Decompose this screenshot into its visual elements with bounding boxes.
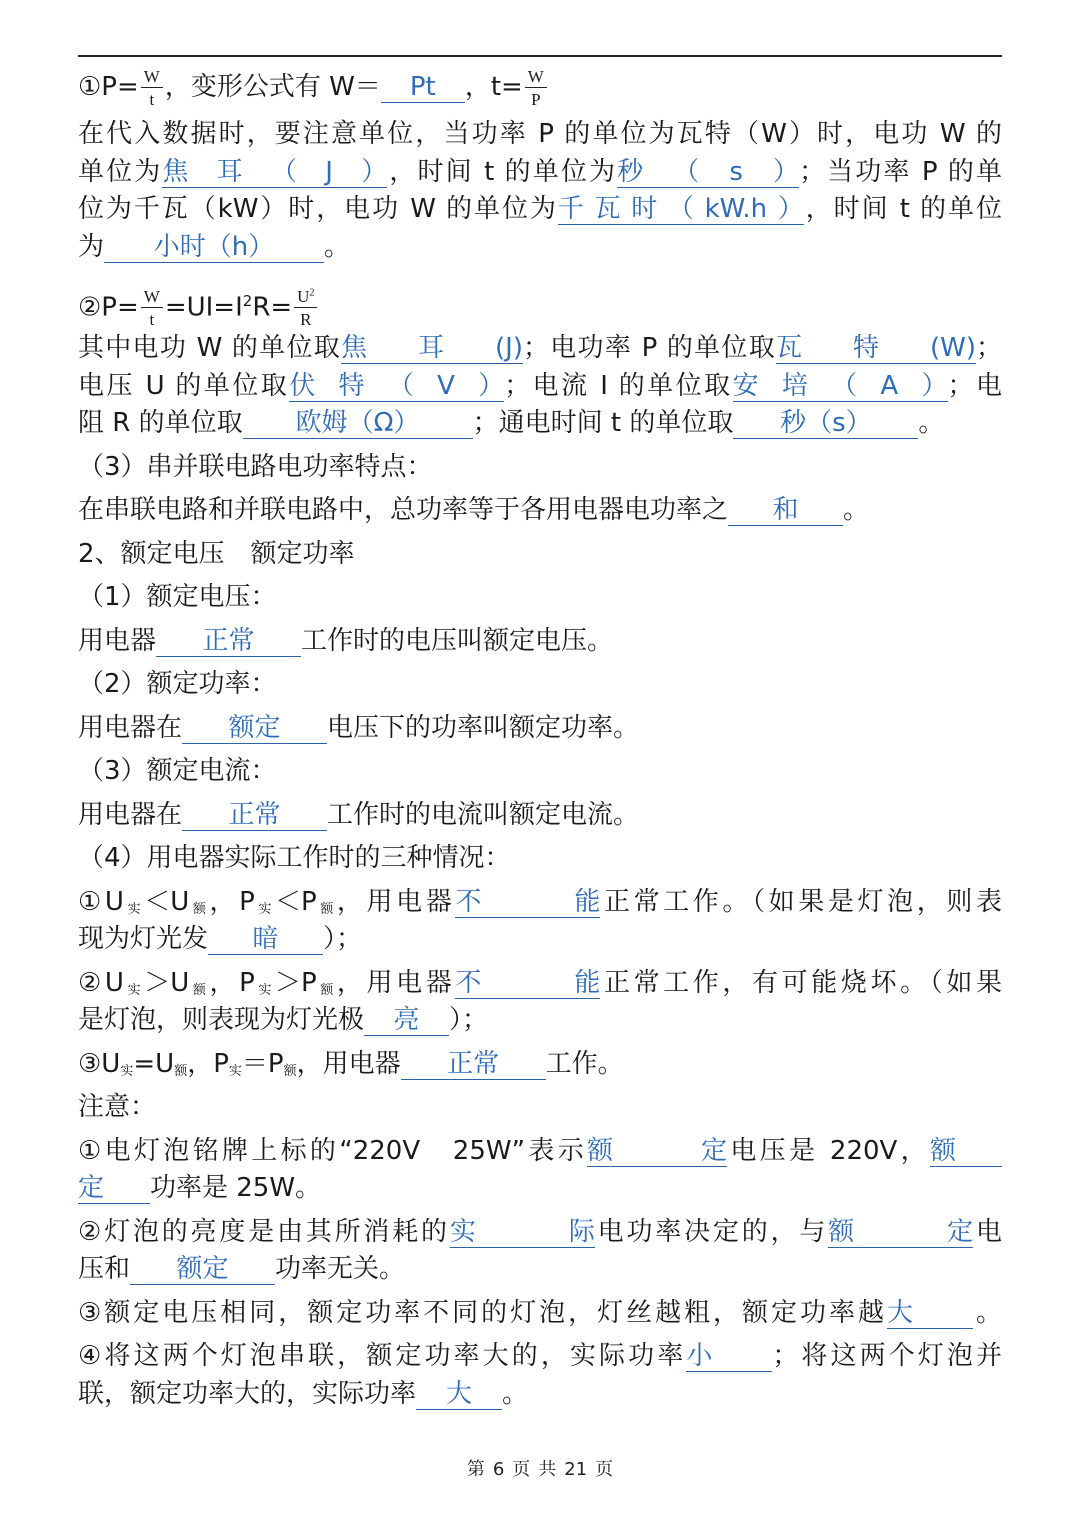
answer-blank: 秒（s） xyxy=(733,408,918,439)
text-line xyxy=(78,154,1002,192)
text-span: 电压是 220V， xyxy=(727,1135,930,1166)
answer-blank: 焦耳（J） xyxy=(162,156,388,187)
text-span: ，P xyxy=(209,886,255,917)
text-span: 电 xyxy=(973,1216,1002,1247)
answer-blank: 额定 xyxy=(587,1135,728,1166)
text-line xyxy=(78,1133,1002,1171)
answer-blank: 焦耳(J) xyxy=(341,333,523,363)
text-span: =U xyxy=(133,1048,175,1079)
text-line xyxy=(78,1214,1002,1252)
subscript: 额 xyxy=(189,982,210,998)
fraction-u: U xyxy=(297,287,310,307)
text-span: ）； xyxy=(449,1005,489,1035)
text-line xyxy=(78,1295,1002,1333)
text-span: ＝P xyxy=(241,1048,284,1079)
text-span: 为 xyxy=(78,231,105,262)
answer-blank: 额定 xyxy=(182,713,327,744)
subscript: 实 xyxy=(120,1063,134,1079)
footer-word: 页 xyxy=(595,1459,614,1480)
answer-blank: 大 xyxy=(887,1298,973,1329)
text-span: 。 xyxy=(324,231,351,262)
text-span: ，时间 t 的单位为 xyxy=(387,156,618,187)
text-span: 工作。 xyxy=(545,1048,624,1079)
section-heading xyxy=(78,449,1002,487)
text-span: 阻 R 的单位取 xyxy=(78,408,243,438)
formula-text: ，t= xyxy=(464,72,523,102)
answer-blank: 额定 xyxy=(828,1216,974,1247)
subscript: 额 xyxy=(283,1063,297,1079)
subsection-heading xyxy=(78,753,1002,791)
text-span: 工作时的电流叫额定电流。 xyxy=(327,799,640,830)
text-span: ）； xyxy=(323,924,363,954)
fraction-denominator: R xyxy=(300,310,312,330)
answer-blank: 千瓦时（kW.h） xyxy=(557,194,804,224)
text-span: 压和 xyxy=(78,1254,131,1284)
fraction-w-over-t xyxy=(141,288,163,328)
text-span: 正常工作，有可能烧坏。（如果 xyxy=(600,967,1002,998)
formula-power-definition xyxy=(78,58,1002,116)
formula-text: =UI=I xyxy=(164,292,243,323)
subscript: 实 xyxy=(254,901,275,917)
answer-blank: 不能 xyxy=(455,967,601,998)
subscript: 额 xyxy=(174,1063,188,1079)
text-span: ；当功率 P 的单 xyxy=(799,156,1002,187)
answer-blank: 安培（A） xyxy=(732,370,948,401)
text-span: ＜P xyxy=(274,886,317,917)
subsection-heading xyxy=(78,579,1002,617)
answer-blank: 正常 xyxy=(182,800,327,831)
notes-heading xyxy=(78,1089,1002,1127)
formula-text: ，变形公式有 W＝ xyxy=(164,72,381,102)
answer-blank: 秒（s） xyxy=(617,156,800,187)
text-line xyxy=(78,623,1002,661)
subscript: 额 xyxy=(189,901,210,917)
answer-blank: 不能 xyxy=(455,886,601,917)
text-span: 。 xyxy=(918,408,945,438)
text-span: ＞P xyxy=(274,967,317,998)
answer-blank: 和 xyxy=(728,495,843,526)
text-span: 位为千瓦（kW）时，电功 W 的单位为 xyxy=(78,194,558,224)
text-span: （4）用电器实际工作时的三种情况： xyxy=(78,843,511,873)
subscript: 实 xyxy=(228,1063,242,1079)
text-span: ＜U xyxy=(144,886,190,917)
answer-blank: 小 xyxy=(686,1341,772,1372)
text-span: ；电功率 P 的单位取 xyxy=(523,333,776,363)
page-footer xyxy=(0,1455,1080,1481)
text-line xyxy=(78,191,1002,229)
text-span: ②U xyxy=(78,967,124,998)
text-span: ，用电器 xyxy=(296,1048,401,1079)
answer-blank: 额 xyxy=(930,1136,1002,1167)
fraction-w-over-t xyxy=(141,68,163,108)
answer-blank: 正常 xyxy=(401,1049,546,1080)
answer-blank: 伏特（V） xyxy=(289,370,505,401)
text-span: （2）额定功率： xyxy=(78,669,277,699)
answer-blank: 小时（h） xyxy=(104,232,324,263)
text-span: 联，额定功率大的，实际功率 xyxy=(78,1378,417,1409)
footer-word: 第 xyxy=(466,1459,485,1480)
subscript: 额 xyxy=(316,982,337,998)
text-span: 电功率决定的，与 xyxy=(594,1216,829,1247)
answer-blank: 欧姆（Ω） xyxy=(243,408,473,439)
subscript: 实 xyxy=(123,982,145,998)
text-span: ，时间 t 的单位 xyxy=(803,194,1002,224)
fraction-numerator: W xyxy=(141,68,163,88)
text-span: ③额定电压相同，额定功率不同的灯泡，灯丝越粗，额定功率越 xyxy=(78,1297,887,1328)
formula-lead: ①P= xyxy=(78,72,139,102)
answer-blank: 瓦特(W) xyxy=(775,333,976,363)
fraction-numerator xyxy=(294,288,317,308)
text-line xyxy=(78,965,1002,1003)
answer-blank: 暗 xyxy=(208,924,323,955)
text-span: 用电器 xyxy=(78,625,157,656)
text-span: （1）额定电压： xyxy=(78,582,277,612)
text-span: 正常工作。（如果是灯泡，则表 xyxy=(600,886,1002,917)
text-span: 现为灯光发 xyxy=(78,924,209,954)
text-span: 功率无关。 xyxy=(275,1254,406,1284)
text-line xyxy=(78,1376,1002,1414)
text-line xyxy=(78,1251,1002,1289)
text-span: 工作时的电压叫额定电压。 xyxy=(301,625,614,656)
text-span: ②灯泡的亮度是由其所消耗的 xyxy=(78,1216,450,1247)
text-span: ；电 xyxy=(947,370,1002,401)
fraction-numerator: W xyxy=(141,288,163,308)
subscript: 实 xyxy=(123,901,145,917)
text-span: ④将这两个灯泡串联，额定功率大的，实际功率 xyxy=(78,1341,687,1371)
page-number: 6 xyxy=(492,1459,505,1480)
superscript: 2 xyxy=(242,292,253,310)
text-span: 注意： xyxy=(78,1092,157,1122)
text-span: 在串联电路和并联电路中，总功率等于各用电器电功率之 xyxy=(78,495,729,525)
answer-blank: 亮 xyxy=(364,1005,449,1036)
text-span: ①电灯泡铭牌上标的“220V 25W”表示 xyxy=(78,1135,588,1166)
text-span: ，P xyxy=(187,1048,229,1079)
fraction-numerator: W xyxy=(525,68,547,88)
text-line xyxy=(78,921,1002,959)
footer-word: 页 xyxy=(512,1459,531,1480)
answer-blank: 实际 xyxy=(449,1216,595,1247)
text-span: ；电流 I 的单位取 xyxy=(504,370,733,401)
text-span: 用电器在 xyxy=(78,712,183,743)
text-line xyxy=(78,797,1002,835)
formula-power-variants xyxy=(78,272,1002,330)
text-line xyxy=(78,884,1002,922)
text-span: 是灯泡，则表现为灯光极 xyxy=(78,1005,365,1035)
text-span: ，用电器 xyxy=(336,967,456,998)
text-span: 电压下的功率叫额定功率。 xyxy=(327,712,640,743)
text-span: 功率是 25W。 xyxy=(150,1173,322,1203)
text-span: ＞U xyxy=(144,967,190,998)
text-span: ；通电时间 t 的单位取 xyxy=(472,408,734,438)
fraction-w-over-p xyxy=(525,68,547,108)
text-line xyxy=(78,1170,1002,1208)
text-line xyxy=(78,710,1002,748)
subscript: 实 xyxy=(254,982,275,998)
text-span: 用电器在 xyxy=(78,799,183,830)
text-span: 在代入数据时，要注意单位，当功率 P 的单位为瓦特（W）时，电功 W 的 xyxy=(78,119,1002,149)
text-line xyxy=(78,368,1002,406)
text-span: 。 xyxy=(843,495,870,525)
document-page xyxy=(78,58,1002,1413)
text-span: 单位为 xyxy=(78,156,163,187)
text-span: 。 xyxy=(502,1378,529,1409)
fraction-u2-over-r xyxy=(294,288,317,328)
fraction-denominator: t xyxy=(149,89,155,109)
superscript: 2 xyxy=(309,287,315,299)
subsection-heading xyxy=(78,666,1002,704)
subsection-heading xyxy=(78,840,1002,878)
text-line xyxy=(78,1046,1002,1084)
text-span: 电压 U 的单位取 xyxy=(78,370,290,401)
fraction-denominator: P xyxy=(531,89,541,109)
fraction-denominator: t xyxy=(149,310,155,330)
text-span: （3）串并联电路电功率特点： xyxy=(78,451,433,482)
text-span: ； xyxy=(975,333,1002,363)
answer-blank: 大 xyxy=(416,1379,502,1410)
answer-blank: 定 xyxy=(78,1173,150,1204)
text-span: 。 xyxy=(973,1297,1002,1328)
answer-blank: 正常 xyxy=(156,626,301,657)
formula-lead: ②P= xyxy=(78,292,139,323)
text-line xyxy=(78,116,1002,154)
text-span: ①U xyxy=(78,886,124,917)
text-span: ，用电器 xyxy=(336,886,456,917)
text-line xyxy=(78,405,1002,443)
footer-word: 共 xyxy=(538,1459,557,1480)
text-span: ；将这两个灯泡并 xyxy=(772,1341,1002,1371)
text-line xyxy=(78,492,1002,530)
text-span: ③U xyxy=(78,1048,121,1079)
answer-blank: Pt xyxy=(381,72,465,103)
section-heading xyxy=(78,536,1002,574)
text-line xyxy=(78,1002,1002,1040)
text-line xyxy=(78,1338,1002,1376)
answer-blank: 额定 xyxy=(130,1254,275,1285)
formula-text: R= xyxy=(252,292,293,323)
text-span: 2、额定电压 额定功率 xyxy=(78,538,355,569)
header-rule xyxy=(78,55,1002,57)
text-span: （3）额定电流： xyxy=(78,756,277,786)
total-pages: 21 xyxy=(564,1459,588,1480)
text-line xyxy=(78,229,1002,267)
text-line xyxy=(78,330,1002,368)
text-span: 其中电功 W 的单位取 xyxy=(78,333,341,363)
text-span: ，P xyxy=(209,967,255,998)
subscript: 额 xyxy=(316,901,337,917)
